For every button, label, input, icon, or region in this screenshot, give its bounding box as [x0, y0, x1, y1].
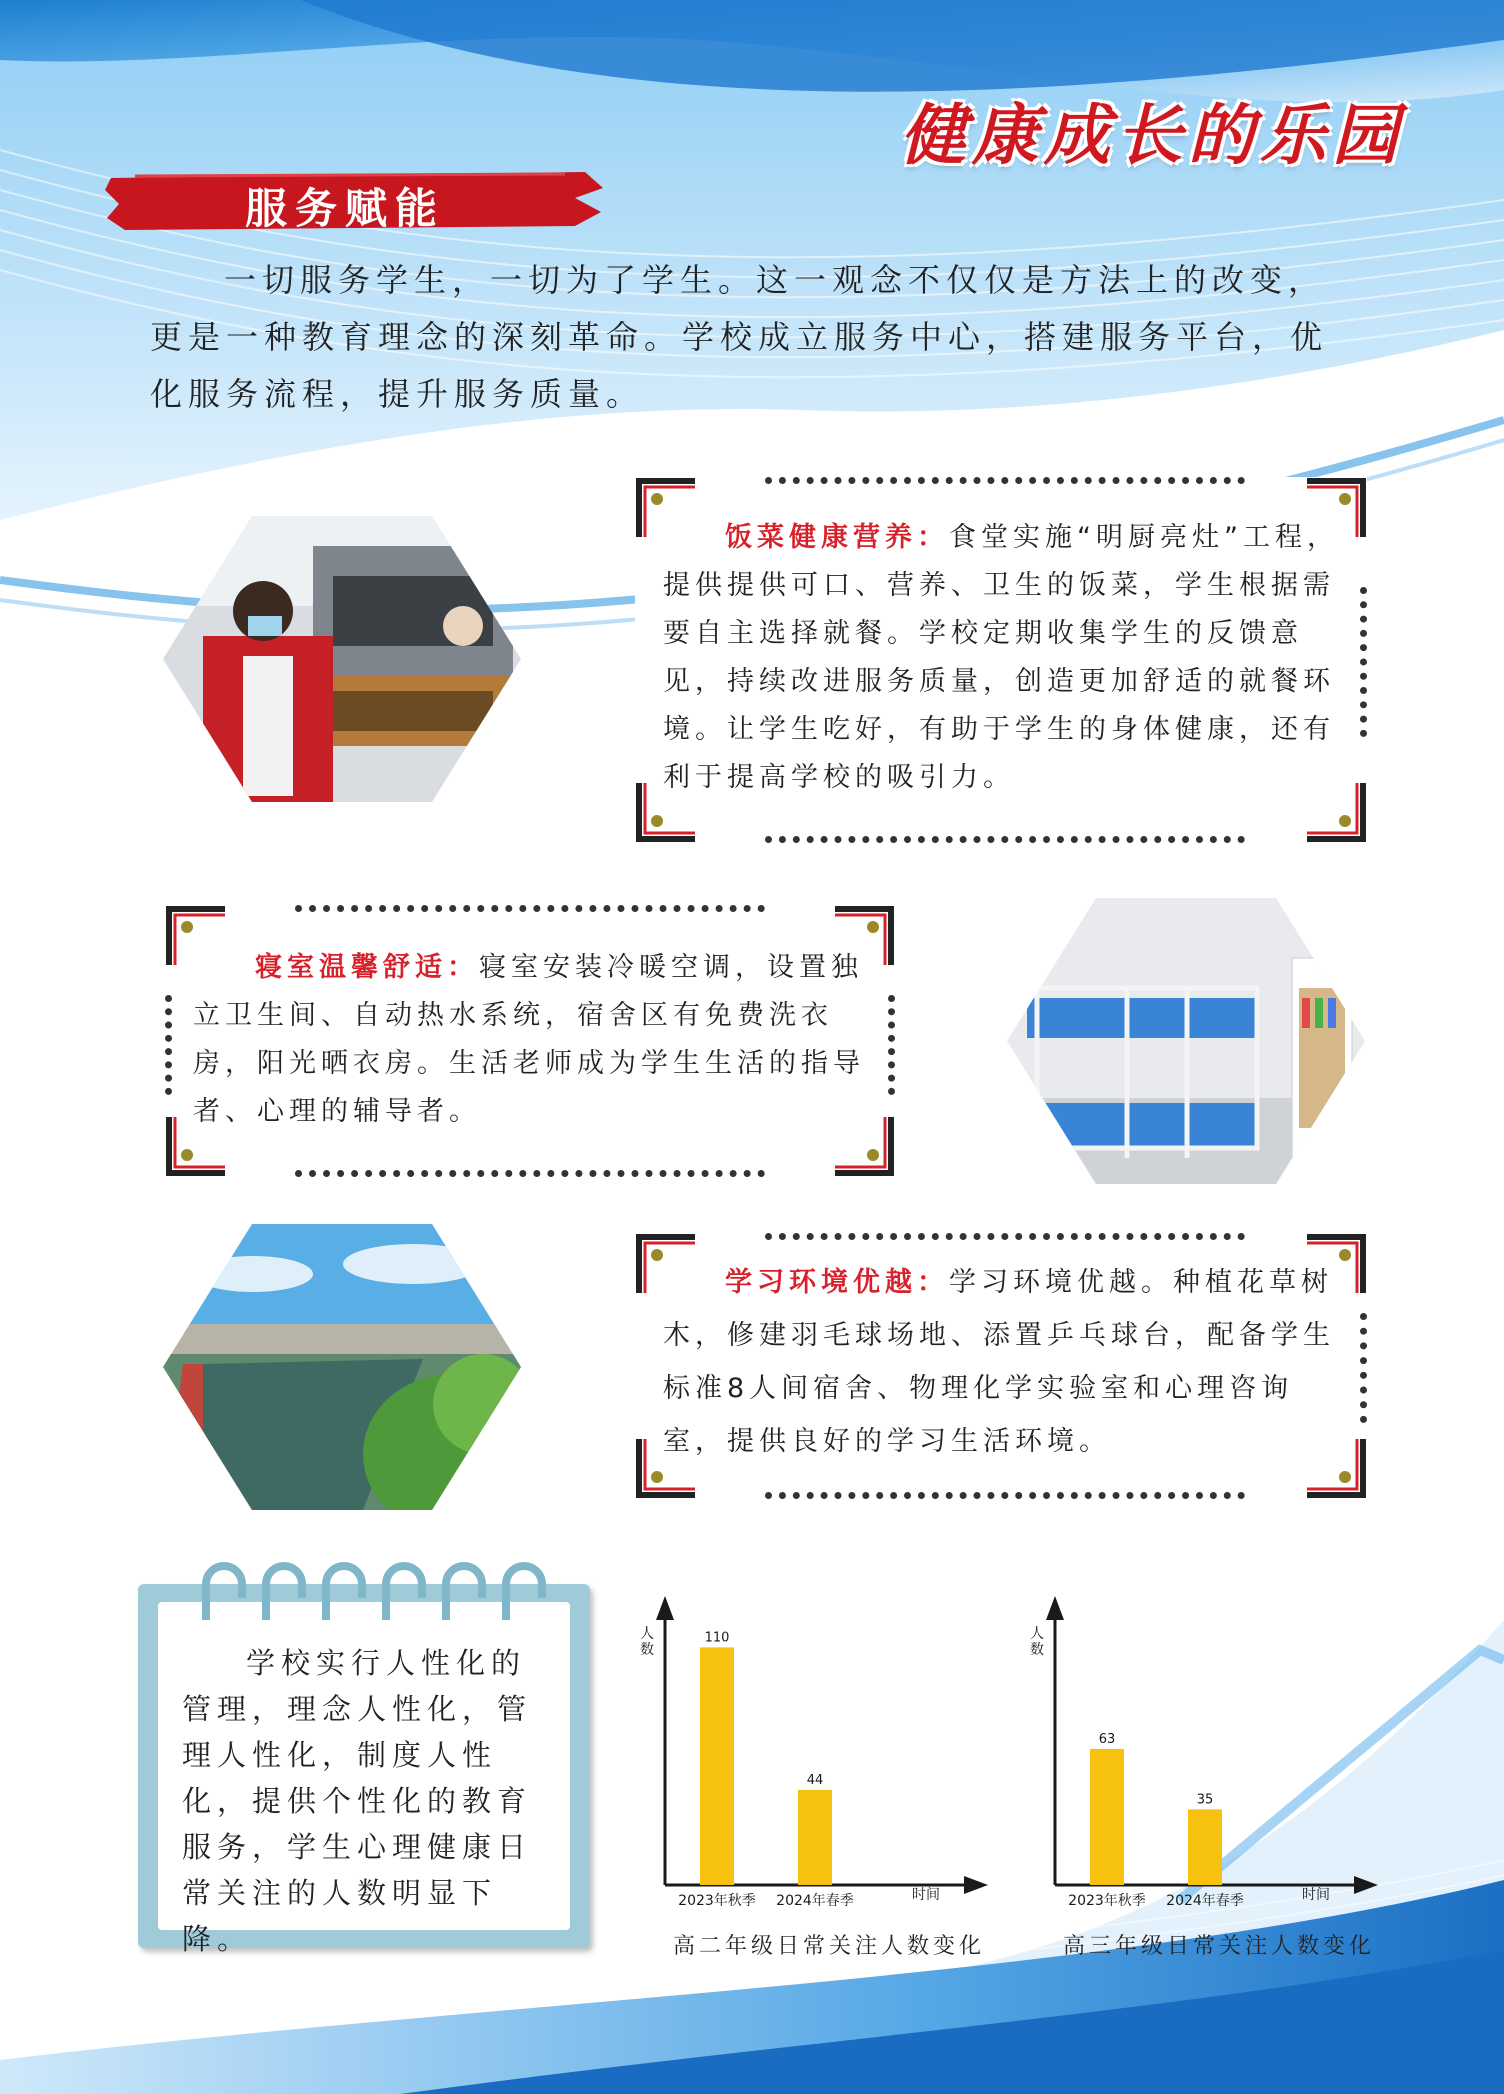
dotted-border-bottom	[765, 836, 1245, 843]
x-axis-label: 时间	[1302, 1887, 1330, 1903]
y-axis-arrow	[1046, 1596, 1064, 1620]
environment-text	[663, 1256, 1343, 1468]
chart-grade3	[1020, 1590, 1390, 1910]
dotted-border-bottom	[295, 1170, 765, 1177]
environment-body: 学习环境优越。种植花草树木，修建羽毛球场地、添置乒乓球台，配备学生标准8人间宿舍、物理化学实验室和心理咨询室，提供良好的学习生活环境。	[663, 1267, 1335, 1457]
dotted-border-top	[765, 477, 1245, 484]
chart-grade2	[630, 1590, 1000, 1910]
x-tick-label-1: 2023年秋季	[678, 1893, 756, 1909]
section-banner	[105, 168, 605, 234]
x-axis-arrow	[964, 1876, 988, 1894]
dotted-border-right	[888, 995, 895, 1095]
dorm-text	[193, 944, 873, 1136]
dotted-border-right	[1360, 1313, 1367, 1423]
section-title: 服务赋能	[245, 184, 446, 233]
x-tick-label-2: 2024年春季	[776, 1893, 854, 1909]
intro-paragraph: 一切服务学生，一切为了学生。这一观念不仅仅是方法上的改变，更是一种教育理念的深刻革命。学校成立服务中心，搭建服务平台，优化服务流程，提升服务质量。	[150, 261, 1329, 413]
y-axis-arrow	[656, 1596, 674, 1620]
campus-photo	[163, 1224, 521, 1510]
y-axis-label: 人数	[1030, 1626, 1044, 1658]
canteen-heading: 饭菜健康营养：	[725, 522, 949, 553]
dotted-border-bottom	[765, 1492, 1245, 1499]
page-title: 健康成长的乐园	[900, 96, 1404, 174]
dotted-border-right	[1360, 587, 1367, 737]
environment-card	[635, 1233, 1367, 1499]
x-axis-label: 时间	[912, 1887, 940, 1903]
environment-heading: 学习环境优越：	[725, 1267, 949, 1298]
chart-grade2-caption: 高二年级日常关注人数变化	[673, 1934, 986, 1959]
spiral-rings	[196, 1558, 546, 1628]
x-axis-arrow	[1354, 1876, 1378, 1894]
note-card	[138, 1584, 590, 1956]
dotted-border-top	[295, 905, 765, 912]
bar-value-label-2: 44	[806, 1772, 824, 1788]
bar-2	[798, 1790, 832, 1885]
chart-grade3-caption: 高三年级日常关注人数变化	[1063, 1934, 1376, 1959]
canteen-body: 食堂实施“明厨亮灶”工程，提供提供可口、营养、卫生的饭菜，学生根据需要自主选择就餐。学校定期收集学生的反馈意见，持续改进服务质量，创造更加舒适的就餐环境。让学生吃好，有助于学生的身体健康，还有利于提高学校的吸引力。	[663, 522, 1339, 793]
bar-value-label-1: 63	[1098, 1731, 1116, 1747]
bar-1	[700, 1647, 734, 1885]
dorm-photo	[1007, 898, 1365, 1184]
x-tick-label-2: 2024年春季	[1166, 1893, 1244, 1909]
bar-1	[1090, 1749, 1124, 1885]
x-tick-label-1: 2023年秋季	[1068, 1893, 1146, 1909]
dotted-border-left	[165, 995, 172, 1095]
dorm-heading: 寝室温馨舒适：	[255, 952, 479, 983]
canteen-card	[635, 477, 1367, 843]
bar-value-label-2: 35	[1196, 1792, 1214, 1808]
dorm-body: 寝室安装冷暖空调，设置独立卫生间、自动热水系统，宿舍区有免费洗衣房，阳光晒衣房。生活老师成为学生生活的指导者、心理的辅导者。	[193, 952, 865, 1127]
canteen-photo	[163, 516, 521, 802]
dorm-card	[165, 905, 895, 1177]
dotted-border-top	[765, 1233, 1245, 1240]
y-axis-label: 人数	[640, 1626, 654, 1658]
bar-value-label-1: 110	[704, 1630, 730, 1646]
canteen-text	[663, 514, 1343, 802]
bar-2	[1188, 1809, 1222, 1885]
note-text: 学校实行人性化的管理，理念人性化，管理人性化，制度人性化，提供个性化的教育服务，学生心理健康日常关注的人数明显下降。	[182, 1646, 533, 1956]
